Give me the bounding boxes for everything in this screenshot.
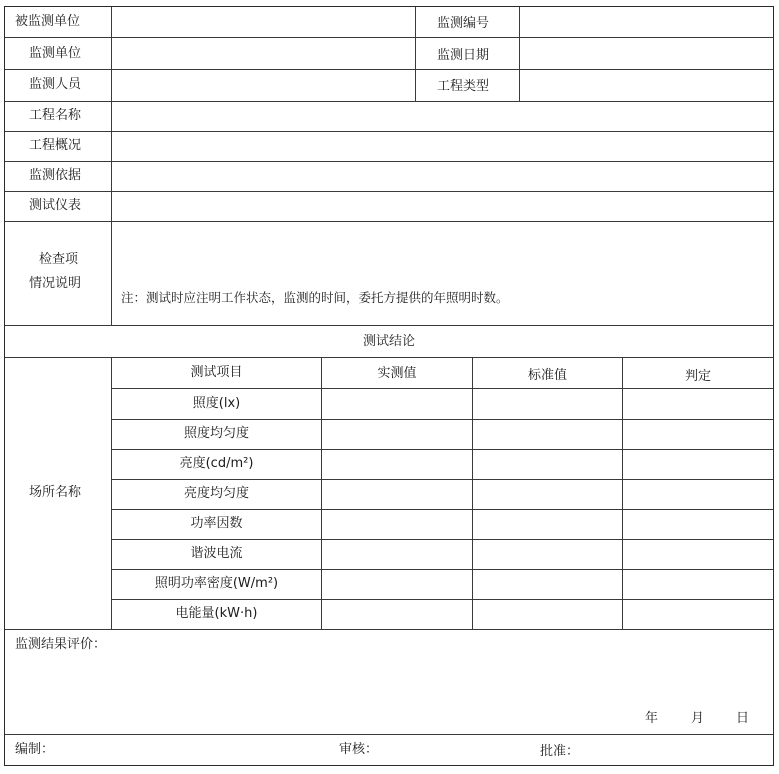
table-column-divider (321, 357, 322, 629)
table-column-divider (472, 357, 473, 629)
project-overview-label: 工程概况 (29, 138, 82, 153)
table-row-divider (111, 419, 773, 420)
site-name-label: 场所名称 (29, 485, 82, 500)
monitor-staff-label: 监测人员 (29, 77, 82, 92)
monitored-unit-label: 被监测单位 (15, 14, 81, 29)
monitor-basis-field[interactable] (112, 162, 773, 191)
table-row-divider (111, 509, 773, 510)
monitor-staff-field[interactable] (112, 70, 415, 101)
evaluation-label: 监测结果评价： (15, 637, 107, 652)
test-item-illuminance: 照度(lx) (192, 396, 241, 411)
table-row-divider (111, 569, 773, 570)
monitoring-unit-field[interactable] (112, 38, 415, 69)
monitor-number-field[interactable] (520, 7, 773, 37)
inspection-field[interactable] (112, 222, 773, 325)
column-header-measured: 实测值 (377, 366, 417, 381)
table-row-divider (111, 539, 773, 540)
project-type-label: 工程类型 (437, 79, 490, 94)
approve-label: 批准： (540, 744, 580, 759)
table-row-divider (111, 388, 773, 389)
conclusion-title: 测试结论 (362, 334, 415, 349)
test-item-energy: 电能量(kW·h) (175, 606, 258, 621)
test-item-illuminance-uniformity: 照度均匀度 (183, 426, 249, 441)
row-divider (5, 734, 773, 735)
test-instrument-label: 测试仪表 (29, 198, 82, 213)
test-item-power-factor: 功率因数 (190, 516, 243, 531)
monitoring-form (4, 6, 774, 766)
evaluation-month: 月 (691, 711, 705, 726)
test-item-luminance-uniformity: 亮度均匀度 (183, 486, 249, 501)
project-overview-field[interactable] (112, 132, 773, 161)
row-divider (5, 325, 773, 326)
column-header-judgement: 判定 (684, 369, 711, 384)
test-instrument-field[interactable] (112, 192, 773, 221)
table-row-divider (111, 449, 773, 450)
inspection-label-line2: 情况说明 (29, 276, 82, 291)
row-divider (5, 357, 773, 358)
mid-column-divider (415, 7, 416, 101)
monitor-basis-label: 监测依据 (29, 168, 82, 183)
column-header-standard: 标准值 (527, 368, 567, 383)
inspection-label-line1: 检查项 (39, 252, 79, 267)
inspection-note: 注：测试时应注明工作状态，监测的时间，委托方提供的年照明时数。 (121, 290, 509, 305)
table-row-divider (111, 599, 773, 600)
test-item-lighting-power-density: 照明功率密度(W/m²) (154, 576, 279, 591)
column-header-test-item: 测试项目 (190, 365, 243, 380)
test-item-luminance: 亮度(cd/m²) (179, 456, 254, 471)
review-label: 审核： (339, 742, 379, 757)
monitor-date-label: 监测日期 (437, 48, 490, 63)
compile-label: 编制： (15, 742, 55, 757)
table-row-divider (111, 479, 773, 480)
monitored-unit-field[interactable] (112, 7, 415, 37)
project-name-field[interactable] (112, 102, 773, 131)
test-item-harmonic-current: 谐波电流 (190, 546, 243, 561)
evaluation-day: 日 (736, 711, 750, 726)
monitor-number-label: 监测编号 (437, 16, 490, 31)
table-column-divider (622, 357, 623, 629)
project-name-label: 工程名称 (29, 108, 82, 123)
evaluation-year: 年 (645, 711, 659, 726)
monitor-date-field[interactable] (520, 38, 773, 69)
monitoring-unit-label: 监测单位 (29, 46, 82, 61)
project-type-field[interactable] (520, 70, 773, 101)
